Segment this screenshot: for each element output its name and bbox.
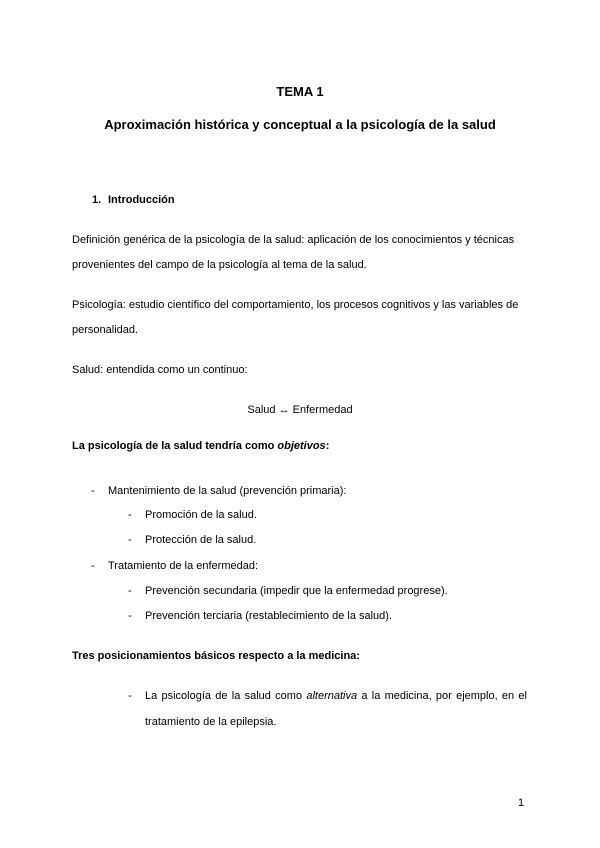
health-continuum: Salud ↔ Enfermedad	[247, 404, 353, 416]
list-dash: -	[128, 585, 132, 597]
section-number: 1.	[92, 194, 102, 206]
psychology-line-2: personalidad.	[72, 324, 139, 336]
list-item-secondary-prevention: Prevención secundaria (impedir que la enfermedad progrese).	[145, 585, 448, 597]
three-positions-heading: Tres posicionamientos básicos respecto a la medicina:	[72, 650, 360, 662]
psychology-line-1: Psicología: estudio científico del comportamiento, los procesos cognitivos y las variables de	[72, 299, 519, 311]
list-dash: -	[91, 560, 95, 572]
alternative-emphasis: alternativa	[306, 690, 358, 702]
list-item-tertiary-prevention: Prevención terciaria (restablecimiento de la salud).	[145, 610, 393, 622]
list-item-maintenance: Mantenimiento de la salud (prevención primaria):	[108, 485, 347, 497]
definition-line-1: Definición genérica de la psicología de la salud: aplicación de los conocimientos y técnicas	[72, 234, 515, 246]
alternative-line-2: tratamiento de la epilepsia.	[145, 716, 277, 728]
document-title: TEMA 1	[276, 84, 324, 99]
list-item-promotion: Promoción de la salud.	[145, 509, 257, 521]
list-item-protection: Protección de la salud.	[145, 534, 257, 546]
list-item-treatment: Tratamiento de la enfermedad:	[108, 560, 259, 572]
definition-line-2: provenientes del campo de la psicología al tema de la salud.	[72, 259, 367, 271]
list-dash: -	[128, 534, 132, 546]
objectives-emphasis: objetivos	[277, 440, 326, 452]
objectives-heading	[72, 440, 329, 452]
alternative-prefix: La psicología de la salud como	[145, 690, 307, 702]
list-dash: -	[128, 690, 132, 702]
section-title: Introducción	[108, 194, 175, 206]
health-line: Salud: entendida como un continuo:	[72, 364, 248, 376]
alternative-suffix: a la medicina, por ejemplo, en el	[357, 690, 527, 702]
document-subtitle: Aproximación histórica y conceptual a la psicología de la salud	[104, 117, 496, 132]
alternative-line-1	[145, 690, 527, 702]
list-dash: -	[128, 610, 132, 622]
page-number: 1	[518, 797, 525, 809]
objectives-suffix: :	[325, 440, 330, 452]
objectives-prefix: La psicología de la salud tendría como	[72, 440, 278, 452]
list-dash: -	[128, 509, 132, 521]
list-dash: -	[91, 485, 95, 497]
